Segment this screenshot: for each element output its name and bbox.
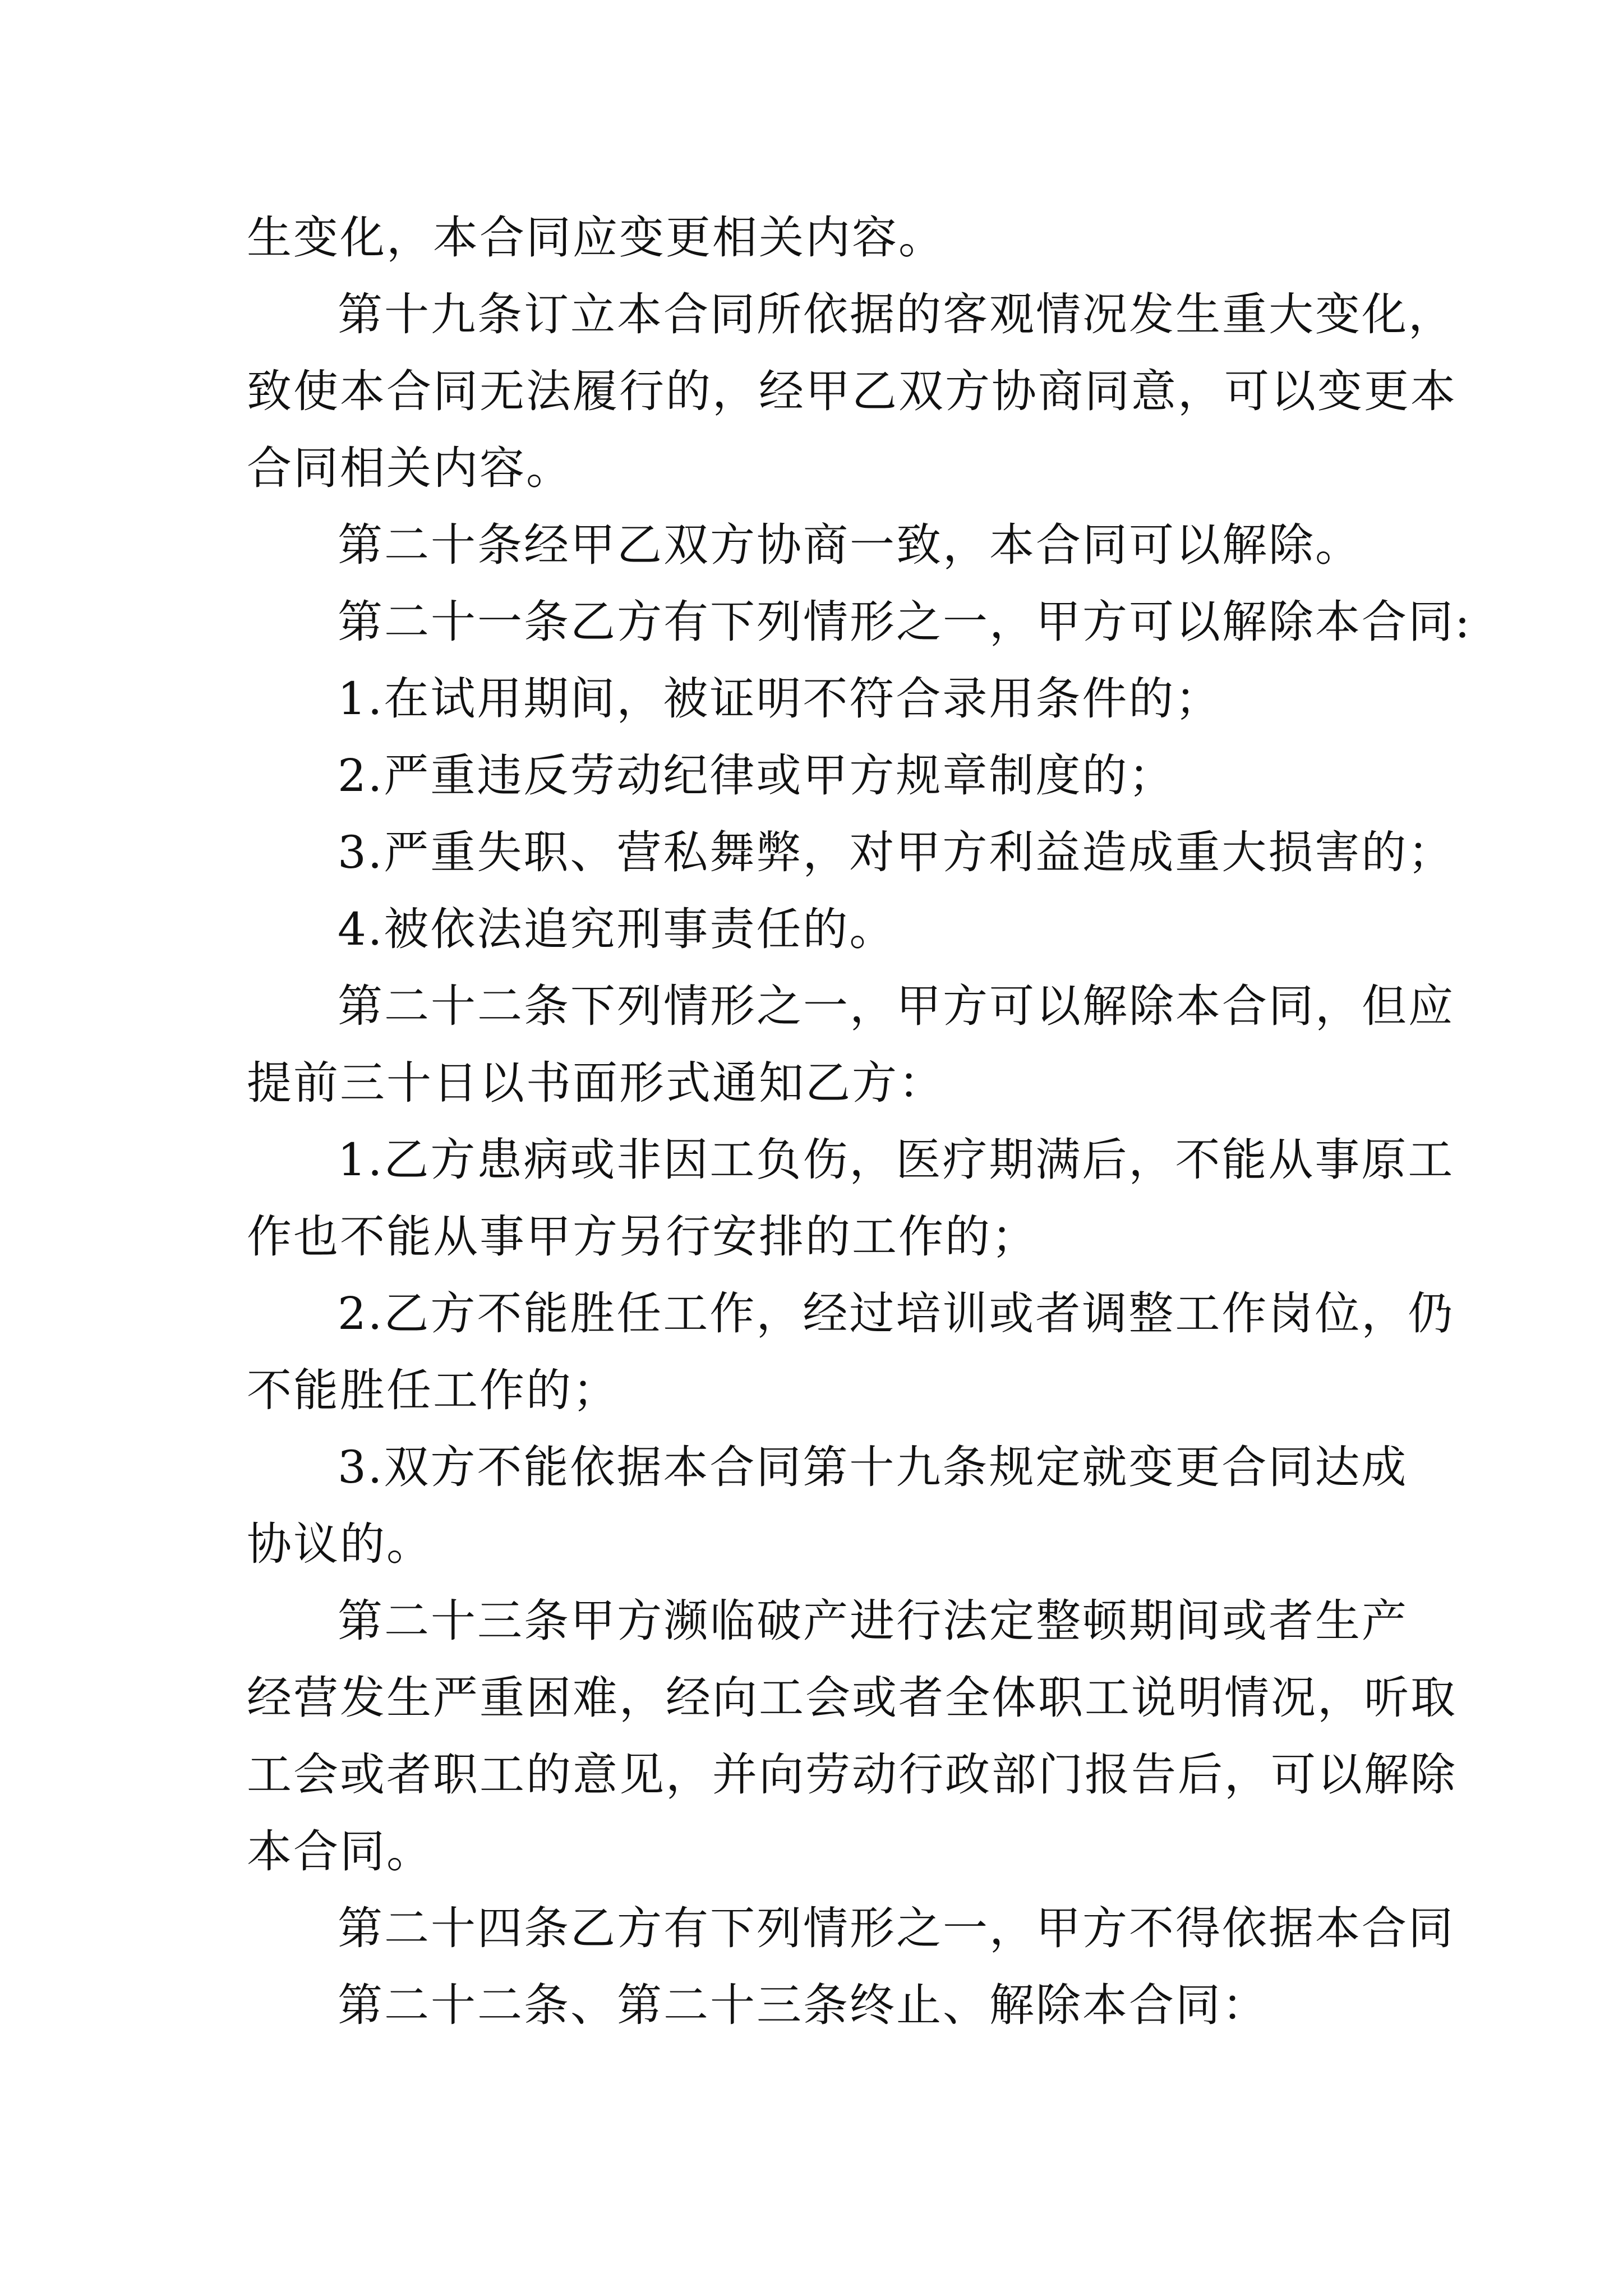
list-item: 1.乙方患病或非因工负伤，医疗期满后，不能从事原工 <box>338 1134 1455 1186</box>
text-line: 第二十条经甲乙双方协商一致，本合同可以解除。 <box>338 519 1362 571</box>
text-line: 协议的。 <box>247 1518 433 1570</box>
list-item: 2.乙方不能胜任工作，经过培训或者调整工作岗位，仍 <box>338 1287 1455 1340</box>
text-line: 第二十二条下列情形之一，甲方可以解除本合同，但应 <box>338 980 1455 1032</box>
text-line: 作也不能从事甲方另行安排的工作的； <box>247 1211 1038 1263</box>
text-line: 第二十二条、第二十三条终止、解除本合同： <box>338 1979 1269 2031</box>
text-line: 不能胜任工作的； <box>247 1364 619 1416</box>
list-item: 3.严重失职、营私舞弊，对甲方利益造成重大损害的； <box>338 826 1455 878</box>
text-line: 第二十四条乙方有下列情形之一，甲方不得依据本合同 <box>338 1902 1455 1954</box>
text-line: 合同相关内容。 <box>247 442 573 494</box>
text-line: 工会或者职工的意见，并向劳动行政部门报告后，可以解除 <box>247 1749 1457 1801</box>
contract-text <box>247 199 1472 2044</box>
text-line: 提前三十日以书面形式通知乙方： <box>247 1057 945 1109</box>
text-line: 第二十三条甲方濒临破产进行法定整顿期间或者生产 <box>338 1595 1408 1647</box>
list-item: 2.严重违反劳动纪律或甲方规章制度的； <box>338 749 1175 802</box>
list-item: 3.双方不能依据本合同第十九条规定就变更合同达成 <box>338 1441 1408 1493</box>
list-item: 4.被依法追究刑事责任的。 <box>338 903 896 955</box>
text-line: 第二十一条乙方有下列情形之一，甲方可以解除本合同: <box>338 596 1472 648</box>
list-item: 1.在试用期间，被证明不符合录用条件的； <box>338 673 1222 725</box>
text-line: 经营发生严重困难，经向工会或者全体职工说明情况，听取 <box>247 1672 1457 1724</box>
text-line: 第十九条订立本合同所依据的客观情况发生重大变化， <box>338 288 1455 341</box>
text-line: 生变化，本合同应变更相关内容。 <box>247 211 945 264</box>
text-line: 致使本合同无法履行的，经甲乙双方协商同意，可以变更本 <box>247 365 1457 417</box>
text-line: 本合同。 <box>247 1825 433 1878</box>
